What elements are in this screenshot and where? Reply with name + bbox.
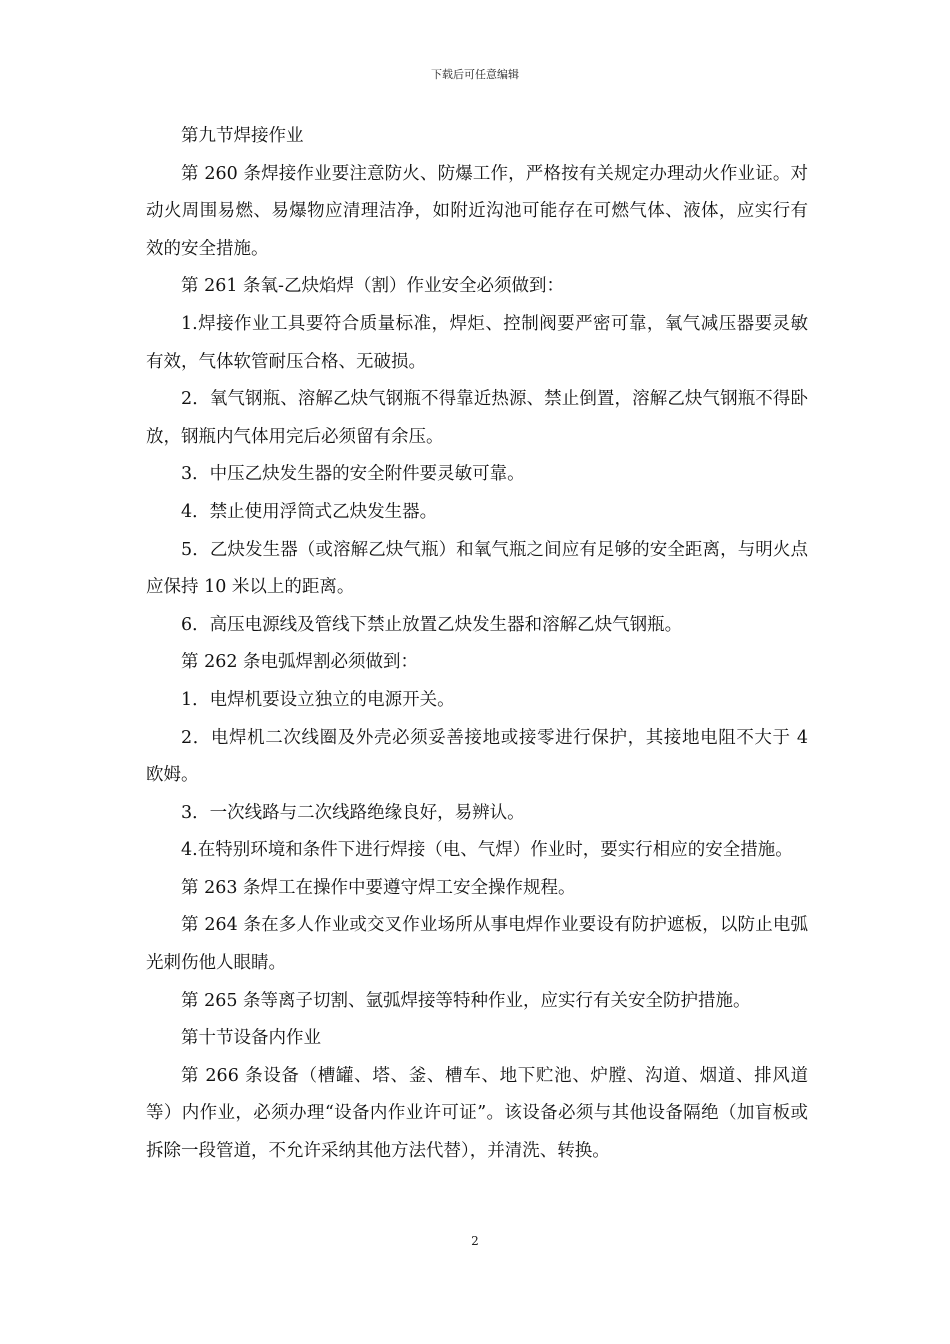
list-item: 4.在特别环境和条件下进行焊接（电、气焊）作业时，要实行相应的安全措施。 [181, 840, 793, 861]
paragraph: 第 263 条焊工在操作中要遵守焊工安全操作规程。 [181, 877, 576, 898]
list-item: 1．电焊机要设立独立的电源开关。 [181, 689, 455, 710]
document-body [146, 118, 808, 1171]
list-item: 3．一次线路与二次线路绝缘良好，易辨认。 [181, 802, 525, 823]
paragraph: 第 264 条在多人作业或交叉作业场所从事电焊作业要设有防护遮板，以防止电弧光刺伤他人眼睛。 [146, 915, 808, 974]
page-number: 2 [471, 1234, 479, 1248]
paragraph: 第 261 条氧-乙炔焰焊（割）作业安全必须做到： [181, 276, 564, 297]
list-item: 1.焊接作业工具要符合质量标准，焊炬、控制阀要严密可靠，氧气减压器要灵敏有效，气体软管耐压合格、无破损。 [146, 313, 808, 372]
section-heading: 第九节焊接作业 [181, 126, 304, 146]
section-heading: 第十节设备内作业 [181, 1028, 321, 1049]
list-item: 2．电焊机二次线圈及外壳必须妥善接地或接零进行保护，其接地电阻不大于 4 欧姆。 [146, 727, 808, 786]
paragraph: 第 260 条焊接作业要注意防火、防爆工作，严格按有关规定办理动火作业证。对动火周围易燃、易爆物应清理洁净，如附近沟池可能存在可燃气体、液体，应实行有效的安全措施。 [146, 163, 808, 259]
paragraph: 第 262 条电弧焊割必须做到： [181, 652, 419, 673]
list-item: 6．高压电源线及管线下禁止放置乙炔发生器和溶解乙炔气钢瓶。 [181, 614, 683, 635]
paragraph: 第 266 条设备（槽罐、塔、釜、槽车、地下贮池、炉膛、沟道、烟道、排风道等）内作业，必须办理“设备内作业许可证”。该设备必须与其他设备隔绝（加盲板或拆除一段管道，不允许采纳其他方法代替），并清洗、转换。 [146, 1065, 808, 1162]
list-item: 2．氧气钢瓶、溶解乙炔气钢瓶不得靠近热源、禁止倒置，溶解乙炔气钢瓶不得卧放，钢瓶内气体用完后必须留有余压。 [146, 389, 808, 447]
list-item: 4．禁止使用浮筒式乙炔发生器。 [181, 501, 438, 522]
paragraph: 第 265 条等离子切割、氩弧焊接等特种作业，应实行有关安全防护措施。 [181, 990, 751, 1011]
page-header: 下载后可任意编辑 [431, 68, 519, 81]
list-item: 3．中压乙炔发生器的安全附件要灵敏可靠。 [181, 464, 525, 485]
list-item: 5．乙炔发生器（或溶解乙炔气瓶）和氧气瓶之间应有足够的安全距离，与明火点应保持 10 米以上的距离。 [146, 539, 808, 598]
